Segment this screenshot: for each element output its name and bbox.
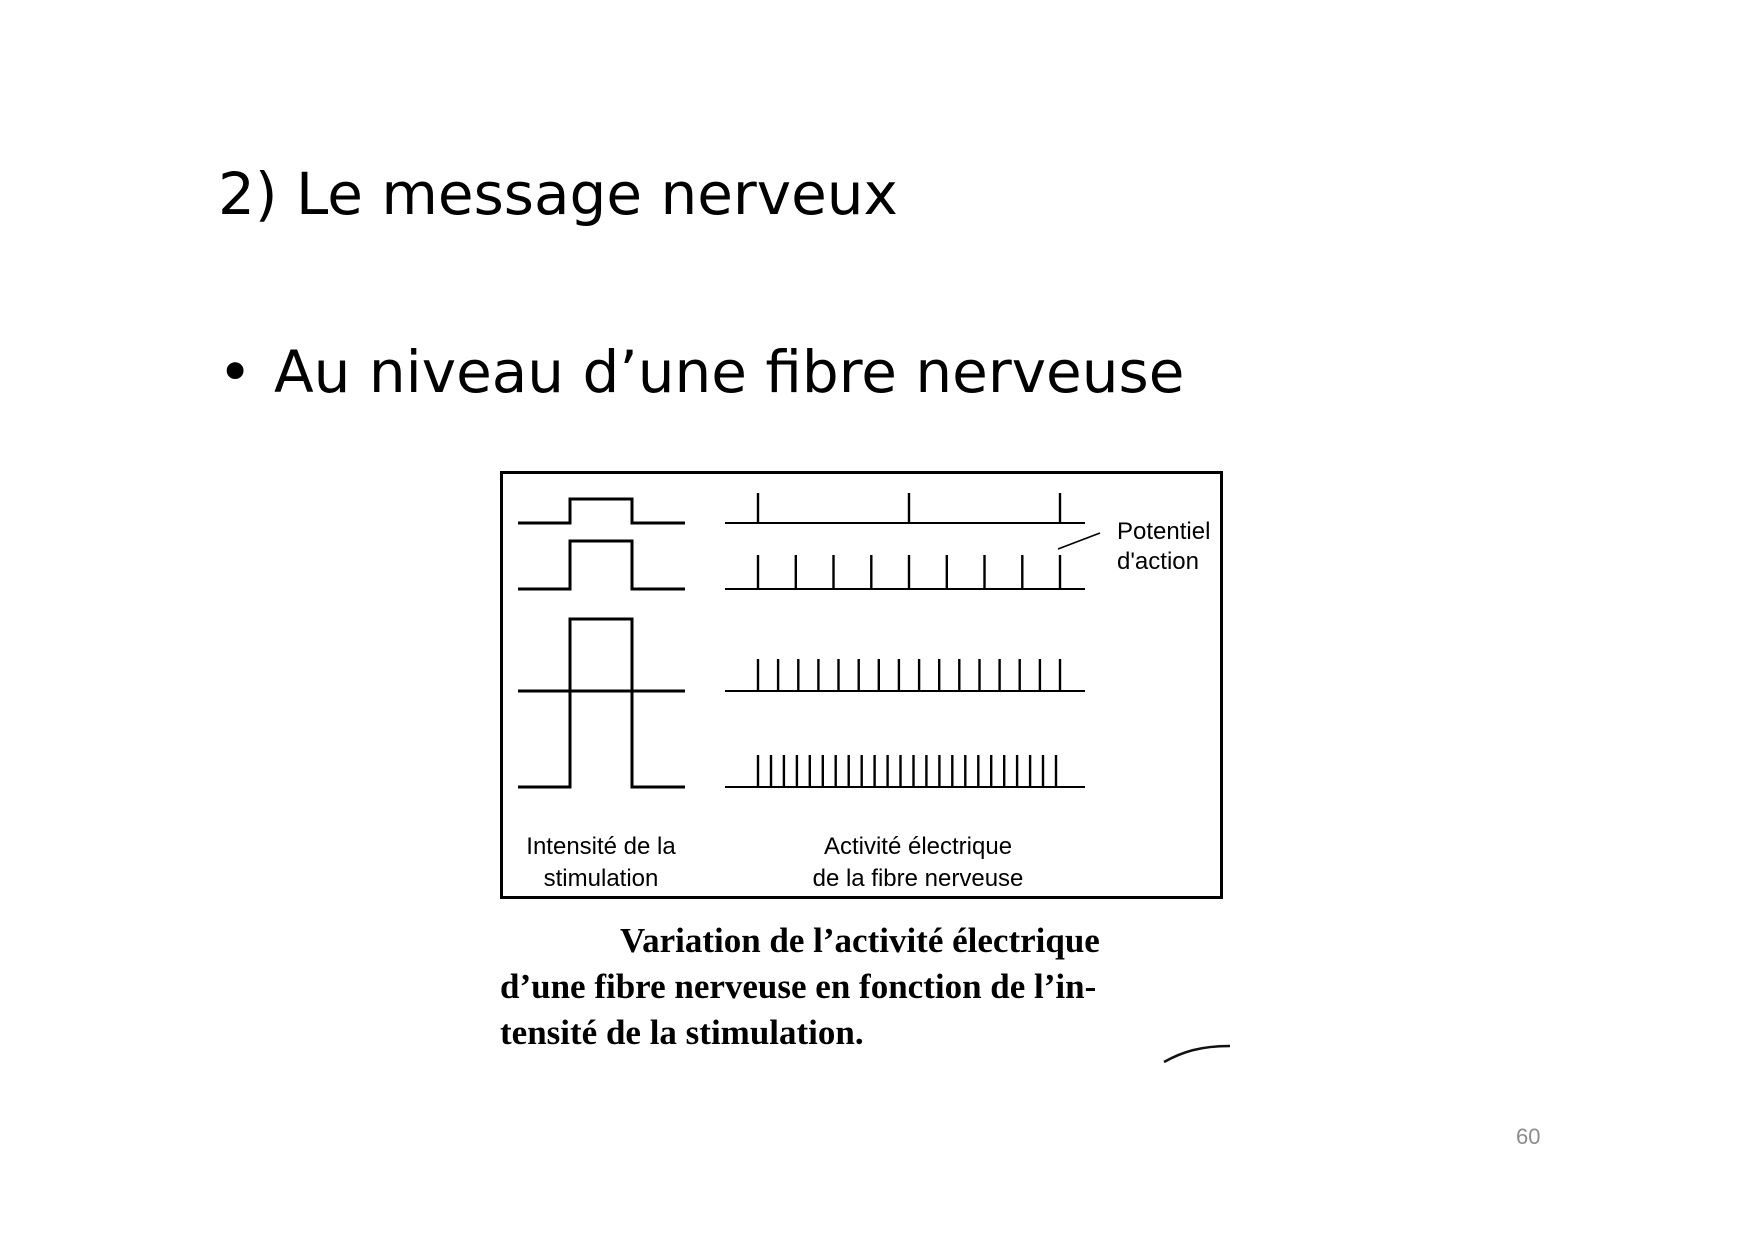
page-number: 60 [1516,1124,1541,1149]
callout-label-line2: d'action [1117,548,1199,575]
caption-line-3: tensité de la stimulation. [500,1013,864,1052]
stimulus-traces [518,499,685,787]
bullet-item [218,338,1184,406]
stimulus-axis-label-line1: Intensité de la [526,833,676,860]
activity-axis-label-line2: de la fibre nerveuse [812,865,1024,892]
caption-line-1: Variation de l’activité électrique [620,921,1100,960]
stimulus-axis-label-line2: stimulation [543,865,659,892]
spike-trains [725,493,1085,787]
bullet-text: Au niveau d’une fibre nerveuse [274,338,1185,406]
bullet-symbol: • [218,338,253,406]
callout-label-line1: Potentiel [1117,518,1211,545]
stimulus-pulse [518,619,685,691]
pen-mark [1160,1036,1240,1066]
figure-caption [500,918,1260,1056]
stimulus-pulse [518,499,685,523]
stimulus-pulse [518,541,685,589]
nerve-fiber-diagram [500,471,1223,899]
slide-title: 2) Le message nerveux [218,160,898,228]
caption-line-2: d’une fibre nerveuse en fonction de l’in- [500,967,1097,1006]
stimulus-pulse [518,691,685,787]
callout-leader-line [1058,533,1100,549]
activity-axis-label-line1: Activité électrique [823,833,1013,860]
